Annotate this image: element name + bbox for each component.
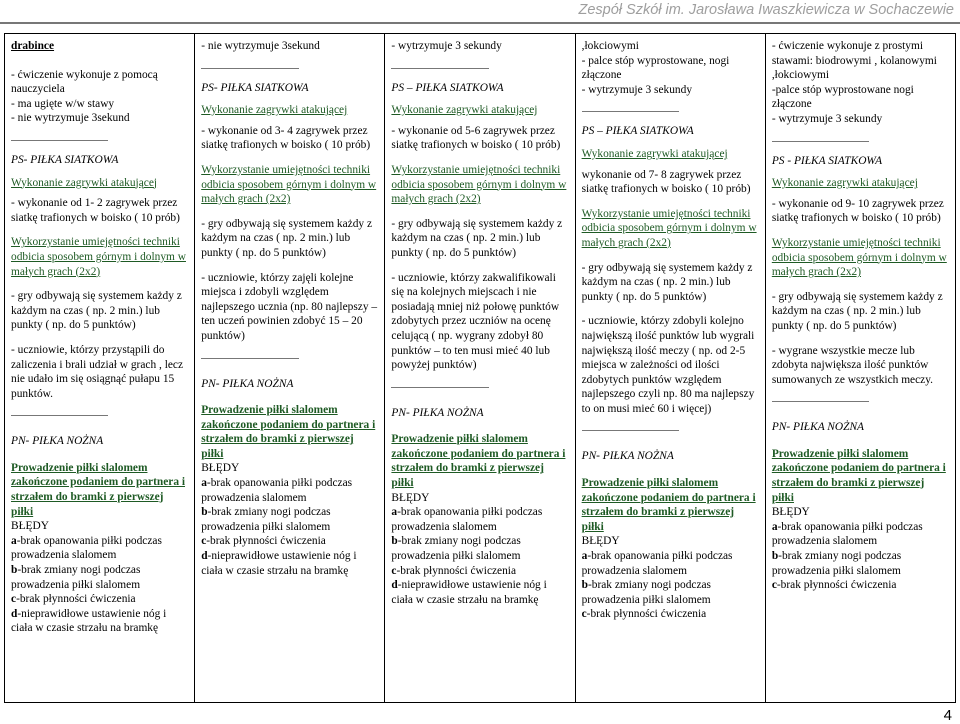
result-text: - uczniowie, którzy zajęli kolejne miejsca i zdobyli względem najlepszego ucznia (np. 80 najlepszy – ten uczeń powinien zdobyć 15 – 20 punktów) bbox=[201, 271, 378, 342]
error-text: -brak zmiany nogi podczas prowadzenia piłki slalomem bbox=[581, 579, 711, 606]
intro-line: -palce stóp wyprostowane nogi złączone bbox=[771, 83, 914, 111]
error-text: -brak zmiany nogi podczas prowadzenia piłki slalomem bbox=[201, 506, 331, 533]
spacer bbox=[201, 261, 378, 271]
game-rules-text: - gry odbywają się systemem każdy z każdym na czas ( np. 2 min.) lub punkty ( np. do 5 punktów) bbox=[771, 290, 943, 332]
attack-title: Wykonanie zagrywki atakującej bbox=[391, 104, 538, 117]
pn-section-title: PN- PIŁKA NOŻNA bbox=[201, 377, 294, 390]
error-item bbox=[772, 549, 949, 578]
ps-section-title: PS – PIŁKA SIATKOWA bbox=[391, 81, 504, 94]
section-divider bbox=[391, 68, 488, 69]
error-item bbox=[201, 505, 378, 534]
spacer bbox=[11, 279, 188, 289]
error-text: -brak zmiany nogi podczas prowadzenia piłki slalomem bbox=[771, 550, 902, 577]
error-item bbox=[391, 534, 568, 563]
error-text: -brak opanowania piłki podczas prowadzenia slalomem bbox=[391, 506, 543, 533]
dribbling-title: Prowadzenie piłki slalomem zakończone podaniem do partnera i strzałem do bramki z pierwszej piłki bbox=[771, 447, 946, 504]
intro-line: drabince bbox=[11, 40, 55, 52]
dribbling-title: Prowadzenie piłki slalomem zakończone podaniem do partnera i strzałem do bramki z pierwszej piłki bbox=[11, 461, 186, 518]
pn-section-title: PN- PIŁKA NOŻNA bbox=[581, 450, 674, 463]
ps-section-title: PS- PIŁKA SIATKOWA bbox=[11, 153, 119, 166]
errors-label: BŁĘDY bbox=[11, 520, 49, 533]
intro-line bbox=[11, 54, 188, 68]
ps-section-title: PS – PIŁKA SIATKOWA bbox=[581, 125, 694, 138]
game-rules-text: - gry odbywają się systemem każdy z każdym na czas ( np. 2 min.) lub punkty ( np. do 5 punktów) bbox=[201, 217, 373, 259]
intro-line: - palce stóp wyprostowane, nogi złączone bbox=[581, 54, 730, 82]
game-rules-text: - gry odbywają się systemem każdy z każdym na czas ( np. 2 min.) lub punkty ( np. do 5 punktów) bbox=[581, 261, 753, 303]
error-text: -brak opanowania piłki podczas prowadzenia slalomem bbox=[11, 534, 162, 562]
error-key: b bbox=[11, 564, 18, 577]
error-text: -brak zmiany nogi podczas prowadzenia piłki slalomem bbox=[391, 535, 521, 563]
section-divider bbox=[11, 140, 108, 141]
error-item bbox=[582, 607, 759, 622]
attack-text: - wykonanie od 3- 4 zagrywek przez siatkę trafionych w boisko ( 10 prób) bbox=[201, 124, 371, 152]
error-key: a bbox=[771, 520, 778, 533]
section-divider bbox=[201, 68, 298, 69]
section-divider bbox=[772, 141, 869, 142]
error-key: d bbox=[11, 607, 18, 620]
error-text: -brak zmiany nogi podczas prowadzenia piłki slalomem bbox=[11, 564, 141, 591]
error-item bbox=[582, 578, 759, 607]
error-key: c bbox=[11, 593, 17, 606]
error-item bbox=[772, 578, 949, 593]
spacer bbox=[11, 225, 188, 235]
error-item bbox=[201, 549, 378, 578]
error-key: a bbox=[11, 534, 17, 547]
error-key: d bbox=[391, 579, 398, 592]
error-item bbox=[11, 592, 188, 607]
error-text: -brak płynności ćwiczenia bbox=[396, 564, 517, 577]
result-text: - wygrane wszystkie mecze lub zdobyta największa ilość punktów sumowanych ze wszystkich meczy. bbox=[771, 344, 934, 386]
game-rules-text: - gry odbywają się systemem każdy z każdym na czas ( np. 2 min.) lub punkty ( np. do 5 punktów) bbox=[11, 290, 182, 332]
attack-title: Wykonanie zagrywki atakującej bbox=[201, 104, 348, 117]
section-divider bbox=[582, 111, 679, 112]
spacer bbox=[201, 207, 378, 217]
spacer bbox=[772, 334, 949, 344]
dribbling-title: Prowadzenie piłki slalomem zakończone podaniem do partnera i strzałem do bramki z pierwszej piłki bbox=[391, 433, 566, 490]
attack-text: - wykonanie od 1- 2 zagrywek przez siatkę trafionych w boisko ( 10 prób) bbox=[11, 197, 180, 224]
intro-line: - nie wytrzymuje 3sekund bbox=[11, 112, 130, 125]
grade-column-2 bbox=[195, 34, 385, 702]
intro-line: - ćwiczenie wykonuje z pomocą nauczyciela bbox=[11, 68, 158, 96]
errors-label: BŁĘDY bbox=[391, 491, 430, 504]
pn-section-title: PN- PIŁKA NOŻNA bbox=[771, 421, 865, 434]
error-key: c bbox=[771, 579, 777, 592]
error-item bbox=[11, 563, 188, 592]
spacer bbox=[582, 251, 759, 261]
intro-line: - wytrzymuje 3 sekundy bbox=[581, 83, 693, 96]
error-text: -brak opanowania piłki podczas prowadzenia slalomem bbox=[581, 550, 733, 577]
technique-title: Wykorzystanie umiejętności techniki odbicia sposobem górnym i dolnym w małych grach (2x2) bbox=[581, 207, 757, 249]
error-text: -brak płynności ćwiczenia bbox=[16, 593, 136, 606]
error-text: -brak płynności ćwiczenia bbox=[206, 535, 326, 548]
grade-column-1 bbox=[5, 34, 195, 702]
grade-column-5 bbox=[766, 34, 955, 702]
spacer bbox=[582, 197, 759, 207]
section-divider bbox=[11, 415, 108, 416]
ps-section-title: PS- PIŁKA SIATKOWA bbox=[201, 81, 309, 94]
attack-text: - wykonanie od 9- 10 zagrywek przez siatkę trafionych w boisko ( 10 prób) bbox=[771, 197, 944, 225]
section-divider bbox=[772, 401, 869, 402]
spacer bbox=[391, 261, 568, 271]
intro-line: - ćwiczenie wykonuje z prostymi stawami: biodrowymi , kolanowymi ,łokciowymi bbox=[771, 40, 937, 82]
game-rules-text: - gry odbywają się systemem każdy z każdym na czas ( np. 2 min.) lub punkty ( np. do 5 punktów) bbox=[391, 217, 563, 259]
error-key: c bbox=[201, 535, 207, 548]
section-divider bbox=[201, 358, 298, 359]
result-text: - uczniowie, którzy zakwalifikowali się na kolejnych miejscach i nie posiadają mniej niż połowę punktów zdobytych przez uczniów na ocenę celującą ( np. wygrany zdobył 80 punktów – to ten musi mieć 40 lub powyżej punktów) bbox=[391, 271, 560, 372]
error-key: d bbox=[201, 550, 208, 563]
spacer bbox=[582, 304, 759, 314]
intro-line: - wytrzymuje 3 sekundy bbox=[391, 40, 502, 52]
attack-title: Wykonanie zagrywki atakującej bbox=[11, 176, 158, 189]
errors-label: BŁĘDY bbox=[771, 506, 810, 519]
pn-section-title: PN- PIŁKA NOŻNA bbox=[391, 406, 484, 419]
result-text: - uczniowie, którzy zdobyli kolejno największą ilość punktów lub wygrali największą ilość meczy ( np. od 2-5 miejsca w zależności od ilości zdobytych punktów względem najlepszego czyli np. 80 ma najlepszy to on musi mieć 60 i więcej) bbox=[581, 315, 755, 415]
error-key: b bbox=[581, 579, 588, 592]
error-key: c bbox=[581, 608, 587, 621]
intro-line: - nie wytrzymuje 3sekund bbox=[201, 40, 320, 52]
attack-title: Wykonanie zagrywki atakującej bbox=[771, 177, 918, 190]
dribbling-title: Prowadzenie piłki slalomem zakończone podaniem do partnera i strzałem do bramki z pierwszej piłki bbox=[201, 404, 376, 460]
intro-line: - wytrzymuje 3 sekundy bbox=[771, 112, 883, 125]
intro-line: - ma ugięte w/w stawy bbox=[11, 97, 115, 110]
grade-column-4 bbox=[576, 34, 766, 702]
error-text: -brak opanowania piłki podczas prowadzenia slalomem bbox=[771, 520, 923, 548]
error-key: b bbox=[201, 506, 208, 519]
error-text: -nieprawidłowe ustawienie nóg i ciała w czasie strzału na bramkę bbox=[11, 607, 167, 635]
spacer bbox=[201, 153, 378, 163]
error-key: a bbox=[201, 477, 207, 490]
spacer bbox=[391, 153, 568, 163]
attack-text: wykonanie od 7- 8 zagrywek przez siatkę trafionych w boisko ( 10 prób) bbox=[581, 168, 751, 196]
section-divider bbox=[582, 430, 679, 431]
assessment-table bbox=[4, 33, 956, 703]
error-item bbox=[391, 505, 568, 534]
errors-label: BŁĘDY bbox=[581, 535, 620, 548]
error-item bbox=[582, 549, 759, 578]
error-key: b bbox=[391, 535, 398, 548]
spacer bbox=[772, 226, 949, 236]
error-text: -brak płynności ćwiczenia bbox=[776, 579, 897, 592]
error-item bbox=[391, 564, 568, 579]
intro-line: ,łokciowymi bbox=[581, 40, 639, 52]
error-key: c bbox=[391, 564, 397, 577]
header-rule bbox=[0, 22, 960, 24]
pn-section-title: PN- PIŁKA NOŻNA bbox=[11, 435, 104, 448]
error-key: a bbox=[581, 550, 588, 563]
errors-label: BŁĘDY bbox=[201, 462, 240, 475]
error-text: -brak płynności ćwiczenia bbox=[586, 608, 707, 621]
spacer bbox=[772, 280, 949, 290]
section-divider bbox=[391, 387, 488, 388]
technique-title: Wykorzystanie umiejętności techniki odbicia sposobem górnym i dolnym w małych grach (2x2) bbox=[201, 163, 377, 206]
grade-column-3 bbox=[385, 34, 575, 702]
attack-title: Wykonanie zagrywki atakującej bbox=[581, 147, 728, 160]
error-item bbox=[201, 476, 378, 505]
spacer bbox=[391, 207, 568, 217]
error-item bbox=[772, 520, 949, 549]
spacer bbox=[11, 333, 188, 343]
error-key: b bbox=[771, 550, 779, 563]
error-text: -nieprawidłowe ustawienie nóg i ciała w czasie strzału na bramkę bbox=[391, 579, 547, 606]
technique-title: Wykorzystanie umiejętności techniki odbicia sposobem górnym i dolnym w małych grach (2x2) bbox=[391, 163, 567, 206]
dribbling-title: Prowadzenie piłki slalomem zakończone podaniem do partnera i strzałem do bramki z pierwszej piłki bbox=[581, 477, 756, 533]
error-item bbox=[11, 607, 188, 636]
page-header: Zespół Szkół im. Jarosława Iwaszkiewicza w Sochaczewie bbox=[578, 2, 954, 18]
error-text: -brak opanowania piłki podczas prowadzenia slalomem bbox=[201, 477, 353, 504]
attack-text: - wykonanie od 5-6 zagrywek przez siatkę trafionych w boisko ( 10 prób) bbox=[391, 124, 561, 152]
technique-title: Wykorzystanie umiejętności techniki odbicia sposobem górnym i dolnym w małych grach (2x2) bbox=[771, 236, 947, 279]
error-item bbox=[201, 534, 378, 549]
error-text: -nieprawidłowe ustawienie nóg i ciała w czasie strzału na bramkę bbox=[201, 550, 357, 577]
page-number: 4 bbox=[943, 707, 952, 724]
ps-section-title: PS - PIŁKA SIATKOWA bbox=[771, 154, 883, 167]
technique-title: Wykorzystanie umiejętności techniki odbicia sposobem górnym i dolnym w małych grach (2x2) bbox=[11, 236, 186, 278]
error-key: a bbox=[391, 506, 398, 519]
error-item bbox=[391, 578, 568, 607]
error-item bbox=[11, 534, 188, 563]
result-text: - uczniowie, którzy przystąpili do zaliczenia i brali udział w grach , lecz nie udało im się osiągnąć pułapu 15 punktów. bbox=[11, 343, 184, 400]
